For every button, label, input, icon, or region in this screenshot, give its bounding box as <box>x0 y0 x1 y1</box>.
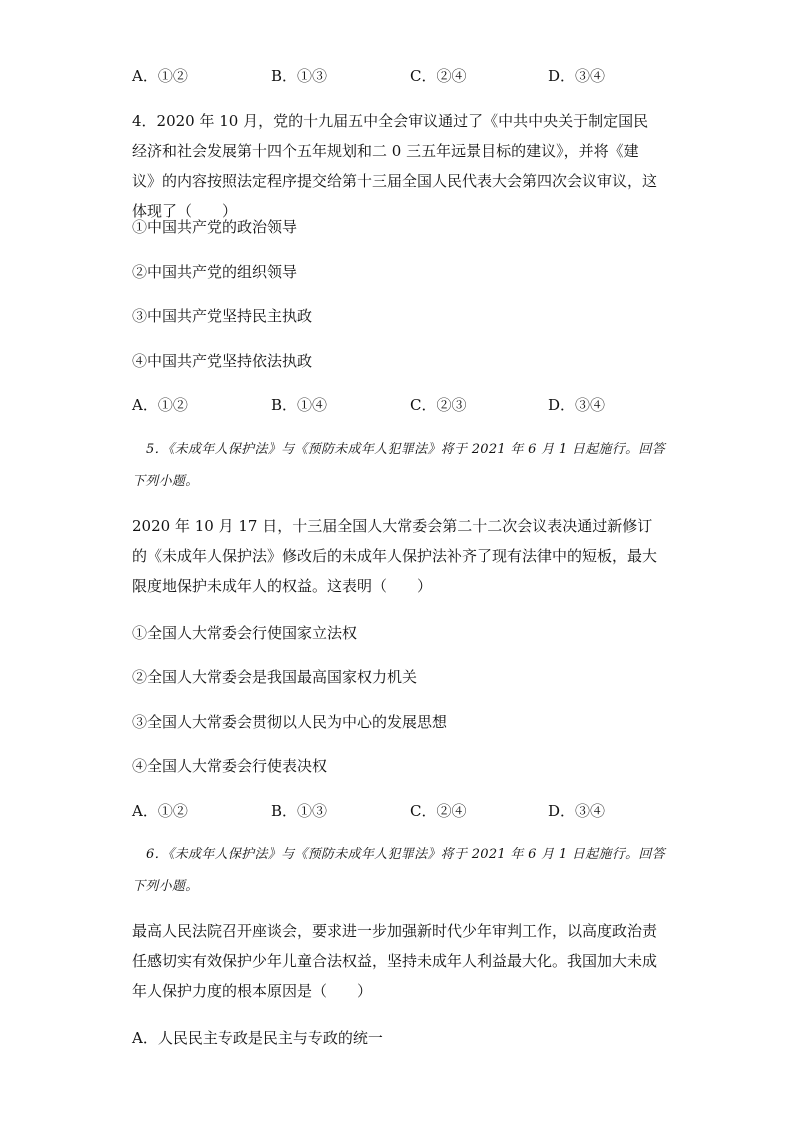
q4-statement-4: ④中国共产党坚持依法执政 <box>132 352 313 370</box>
q4-option-a[interactable]: A．①② <box>132 396 188 414</box>
q6-note <box>132 839 672 903</box>
q4-statement-3: ③中国共产党坚持民主执政 <box>132 307 313 325</box>
q5-option-a[interactable]: A．①② <box>132 802 188 820</box>
q5-statement-4: ④全国人大常委会行使表决权 <box>132 757 328 775</box>
q5-stem: 2020 年 10 月 17 日，十三届全国人大常委会第二十二次会议表决通过新修订的《未成年人保护法》修改后的未成年人保护法补齐了现有法律中的短板，最大限度地保护未成年人的权益。这表明（ ） <box>132 517 658 595</box>
q4-option-d[interactable]: D．③④ <box>548 396 606 414</box>
q5-statement-2: ②全国人大常委会是我国最高国家权力机关 <box>132 668 418 686</box>
q4-statement-1: ①中国共产党的政治领导 <box>132 218 298 236</box>
q5-options <box>132 801 652 821</box>
q5-option-b[interactable]: B．①③ <box>271 802 328 820</box>
q4-stem: 4．2020 年 10 月，党的十九届五中全会审议通过了《中共中央关于制定国民经济和社会发展第十四个五年规划和二 0 三五年远景目标的建议》，并将《建议》的内容按照法定程序提交给第十三届全国人民代表大会第四次会议审议，这体现了（ ） <box>132 112 658 220</box>
q6-option-a[interactable]: A．人民民主专政是民主与专政的统一 <box>132 1029 383 1047</box>
q3-option-b[interactable]: B．①③ <box>271 67 328 85</box>
q4-options <box>132 395 652 415</box>
q3-options <box>132 66 652 86</box>
q3-option-a[interactable]: A．①② <box>132 67 188 85</box>
q5-note-text: 5．《未成年人保护法》与《预防未成年人犯罪法》将于 2021 年 6 月 1 日起施行。回答下列小题。 <box>132 442 665 489</box>
q5-note <box>132 434 672 498</box>
q4-option-b[interactable]: B．①④ <box>271 396 328 414</box>
q5-option-d[interactable]: D．③④ <box>548 802 606 820</box>
q5-statement-3: ③全国人大常委会贯彻以人民为中心的发展思想 <box>132 713 448 731</box>
q6-note-text: 6．《未成年人保护法》与《预防未成年人犯罪法》将于 2021 年 6 月 1 日起施行。回答下列小题。 <box>132 847 665 894</box>
q3-option-c[interactable]: C．②④ <box>410 67 467 85</box>
q5-statement-1: ①全国人大常委会行使国家立法权 <box>132 624 358 642</box>
q6-stem: 最高人民法院召开座谈会，要求进一步加强新时代少年审判工作，以高度政治责任感切实有效保护少年儿童合法权益，坚持未成年人利益最大化。我国加大未成年人保护力度的根本原因是（ ） <box>132 922 658 1000</box>
q5-option-c[interactable]: C．②④ <box>410 802 467 820</box>
q4-statement-2: ②中国共产党的组织领导 <box>132 263 298 281</box>
q4-option-c[interactable]: C．②③ <box>410 396 467 414</box>
q3-option-d[interactable]: D．③④ <box>548 67 606 85</box>
